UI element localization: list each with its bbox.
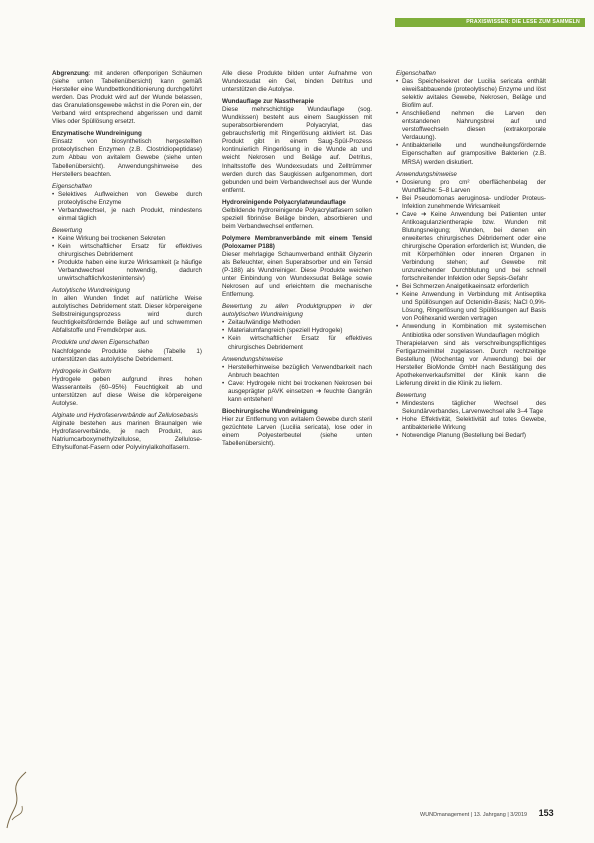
list-item: • Keine Wirkung bei trockenen Sekreten — [52, 235, 202, 243]
list-item: • Dosierung pro cm² oberflächenbelag der Wundfläche: 5–8 Larven — [396, 179, 546, 195]
enzymatic-text: Einsatz von biosynthetisch hergestellten proteolytischen Enzymen (z.B. Clostridiopeptidase) zum Abbau von avitalem Gewebe (siehe unten Tabellenübersicht). Anwendungshinweise des Herstellers beachten. — [52, 138, 202, 178]
list-item: • Notwendige Planung (Bestellung bei Bedarf) — [396, 432, 546, 440]
column-right — [396, 70, 546, 440]
heading-properties: Eigenschaften — [52, 182, 92, 190]
properties-list — [396, 78, 546, 167]
therapy-text: Therapielarven sind als verschreibungspflichtiges Fertigarzneimittel zugelassen. Durch rechtzeitige Bestellung (Wochentag vor Anwendung) bei der Hersteller BioMonde GmbH nach Bestätigung des Apothekenverkaufsmittel der Klinik kann die Lieferung direkt in die Klinik zu liefern. — [396, 339, 546, 387]
heading-autolytic: Autolytische Wundreinigung — [52, 287, 131, 295]
heading-enzymatic: Enzymatische Wundreinigung — [52, 130, 142, 138]
biosurgical-text: Hier zur Entfernung von avitalem Gewebe durch steril gezüchtete Larven (Lucilia sericata), lose oder in einem Polyesterbeutel (siehe unten Tabellenübersicht). — [222, 415, 372, 448]
heading-biosurgical: Biochirurgische Wundreinigung — [222, 407, 318, 415]
list-item: • Anwendung in Kombination mit systemischen Antibiotika oder sonstiven Wundauflagen möglich — [396, 323, 546, 339]
list-item: • Bei Pseudomonas aeruginosa- und/oder Proteus-Infektion zunehmende Wirksamkeit — [396, 195, 546, 211]
autolytic-text: In allen Wunden findet auf natürliche Weise autolytisches Debridement statt. Dieser körpereigene Selbstreinigungsprozess wird durch feuchtigkeitsfördernde Beläge auf und schwemmen Abfallstoffe und Fremdkörper aus. — [52, 295, 202, 335]
hints-list — [396, 179, 546, 340]
evaluation-list — [396, 400, 546, 440]
heading-wet-therapy: Wundauflage zur Nasstherapie — [222, 98, 314, 106]
heading-evaluation-all: Bewertung zu allen Produktgruppen in der autolytischen Wundreinigung — [222, 303, 372, 319]
polymer-membrane-text: Dieser mehrlagige Schaumverband enthält Glyzerin als Befeuchter, einen Superabsorber und ein Tensid (P-188) als Wundreiniger. Diese Produkte weichen unter Einbindung von Wundexsudat Beläge sowie Nekrosen auf und erleichtern die mechanische Entfernung. — [222, 250, 372, 299]
heading-properties: Eigenschaften — [396, 70, 436, 77]
heading-alginate: Alginate und Hydrofaserverbände auf Zellulosebasis — [52, 411, 198, 419]
hydrogel-text: Hydrogele geben aufgrund ihres hohen Wasseranteils (60–95%) Feuchtigkeit ab und unterstützen auf diese Weise die körpereigene Autolyse. — [52, 375, 202, 407]
journal-info: WUNDmanagement | 13. Jahrgang | 3/2019 — [420, 812, 528, 818]
list-item: • Selektives Auflweichen von Gewebe durch proteolytische Enzyme — [52, 191, 202, 207]
list-item: • Keine Anwendung in Verbindung mit Antiseptika und Spüllösungen auf Octenidin-Basis; NaCl 0,9%-Lösung, Ringerlösung und Spüllösungen auf Basis von Polihexanid werden vertragen — [396, 291, 546, 323]
list-item: • Das Speichelsekret der Lucilia sericata enthält eiweißabbauende (proteolytische) Enzyme und löst selektiv avitales Gewebe, Nekrosen, Beläge und Biofilm auf. — [396, 78, 546, 110]
heading-polyacrylate: Hydroreinigende Polyacrylatwundauflage — [222, 198, 346, 206]
evaluation-list — [52, 235, 202, 283]
heading-evaluation: Bewertung — [52, 226, 83, 234]
evaluation-list — [222, 319, 372, 351]
column-middle — [222, 70, 372, 448]
list-item: • Cave ➜ Keine Anwendung bei Patienten unter Antikoagulanzientherapie bzw. Wunden mit Blutungsneigung; Wunden, bei denen ein erweitertes chirurgisches Débridement oder eine chirurgische Operation erforderlich ist; Wunden, die mit Körperhöhlen oder inneren Organen in Verbindung stehen; auf Gewebe mit unzureichender Durchblutung und bei schnell fortschreitender Infektion oder Sepsis-Gefahr — [396, 211, 546, 283]
list-item: • Herstellerhinweise bezüglich Verwendbarkeit nach Anbruch beachten — [222, 364, 372, 380]
alginate-text: Alginate bestehen aus marinen Braunalgen wie Hydrofaserverbände, je nach Produkt, aus Natriumcarboxymethylzellulose, Zellulose-Ethylsulfonat-Fasern oder Polyvinylalkoholfasern. — [52, 419, 202, 452]
products-text: Nachfolgende Produkte siehe (Tabelle 1) unterstützen das autolytische Debridement. — [52, 347, 202, 363]
list-item: • Materialumfangreich (speziell Hydrogele) — [222, 327, 372, 335]
list-item: • Kein wirtschaftlicher Ersatz für effektives chirurgisches Debridement — [222, 335, 372, 351]
column-left — [52, 70, 202, 452]
page-number: 153 — [538, 808, 554, 818]
list-item: • Cave: Hydrogele nicht bei trockenen Nekrosen bei ausgeprägter pAVK einsetzen ➜ feuchte Gangrän kann entstehen! — [222, 380, 372, 404]
intro-paragraph: Alle diese Produkte bilden unter Aufnahme von Wundexsudat ein Gel, binden Detritus und unterstützen die Autolyse. — [222, 70, 372, 94]
intro-paragraph: Abgrenzung: mit anderen offenporigen Schäumen (siehe unten Tabellenübersicht) kann gemäß Hersteller eine Wundbettkonditionierung durchgeführt werden. Das Produkt wird auf der Wunde belassen, das Granulationsgewebe wächst in die Poren ein, der Verband wird entsprechend abgerissen und damit Vlies oder Spüllösung ersetzt. — [52, 70, 202, 126]
heading-polymer-membrane: Polymere Membranverbände mit einem Tensid (Poloxamer P188) — [222, 234, 372, 250]
list-item: • Antibakterielle und wundheilungsfördernde Eigenschaften auf grampositive Bakterien (z.B. MRSA) werden diskutiert. — [396, 142, 546, 166]
heading-hints: Anwendungshinweise — [396, 170, 457, 178]
list-item: • Anschließend nehmen die Larven den entstandenen Nahrungsbrei auf und verstoffwechseln diesen (extrakorporale Verdauung). — [396, 110, 546, 142]
section-header: PRAXISWISSEN: DIE LESE ZUM SAMMELN — [395, 18, 585, 27]
list-item: • Kein wirtschaftlicher Ersatz für effektives chirurgisches Debridement — [52, 243, 202, 259]
wet-therapy-text: Diese mehrschichtige Wundauflage (sog. Wundkissen) besteht aus einem Saugkissen mit superabsorbierendem Polyacrylat, das gebrauchsfertig mit Ringerlösung aktiviert ist. Das Produkt gibt in einem Saug-Spül-Prozess kontinuierlich Ringerlösung in die Wunde ab und weicht Nekrosen und Beläge auf. Detritus, Inhaltsstoffe des Wundexsudats und Zelltrümmer werden durch das Saugkissen aufgenommen, dort gebunden und beim Verbandwechsel aus der Wunde entfernt. — [222, 106, 372, 194]
list-item: • Produkte haben eine kurze Wirksamkeit (≥ häufige Verbandwechsel notwendig, dadurch unwirtschaftlich/kostenintensiv) — [52, 259, 202, 283]
polyacrylate-text: Gelbildende hydroreinigende Polyacrylatfasern sollen speziell fibrinöse Beläge binden, absorbieren und beim Verbandwechsel entfernen. — [222, 206, 372, 230]
list-item: • Zeitaufwändige Methoden — [222, 319, 372, 327]
scribble-ornament — [2, 770, 32, 830]
list-item: • Verbandwechsel, je nach Produkt, mindestens einmal täglich — [52, 207, 202, 223]
properties-list — [52, 191, 202, 223]
heading-hydrogel: Hydrogele in Gelform — [52, 367, 112, 375]
list-item: • Bei Schmerzen Analgetikaeinsatz erforderlich — [396, 283, 546, 291]
heading-evaluation: Bewertung — [396, 391, 427, 399]
list-item: • Mindestens täglicher Wechsel des Sekundärverbandes, Larvenwechsel alle 3–4 Tage — [396, 400, 546, 416]
list-item: • Hohe Effektivität, Selektivität auf totes Gewebe, antibakterielle Wirkung — [396, 416, 546, 432]
heading-hints: Anwendungshinweise — [222, 355, 283, 363]
hints-list — [222, 364, 372, 404]
page-footer — [420, 808, 560, 820]
heading-products: Produkte und deren Eigenschaften — [52, 339, 149, 347]
